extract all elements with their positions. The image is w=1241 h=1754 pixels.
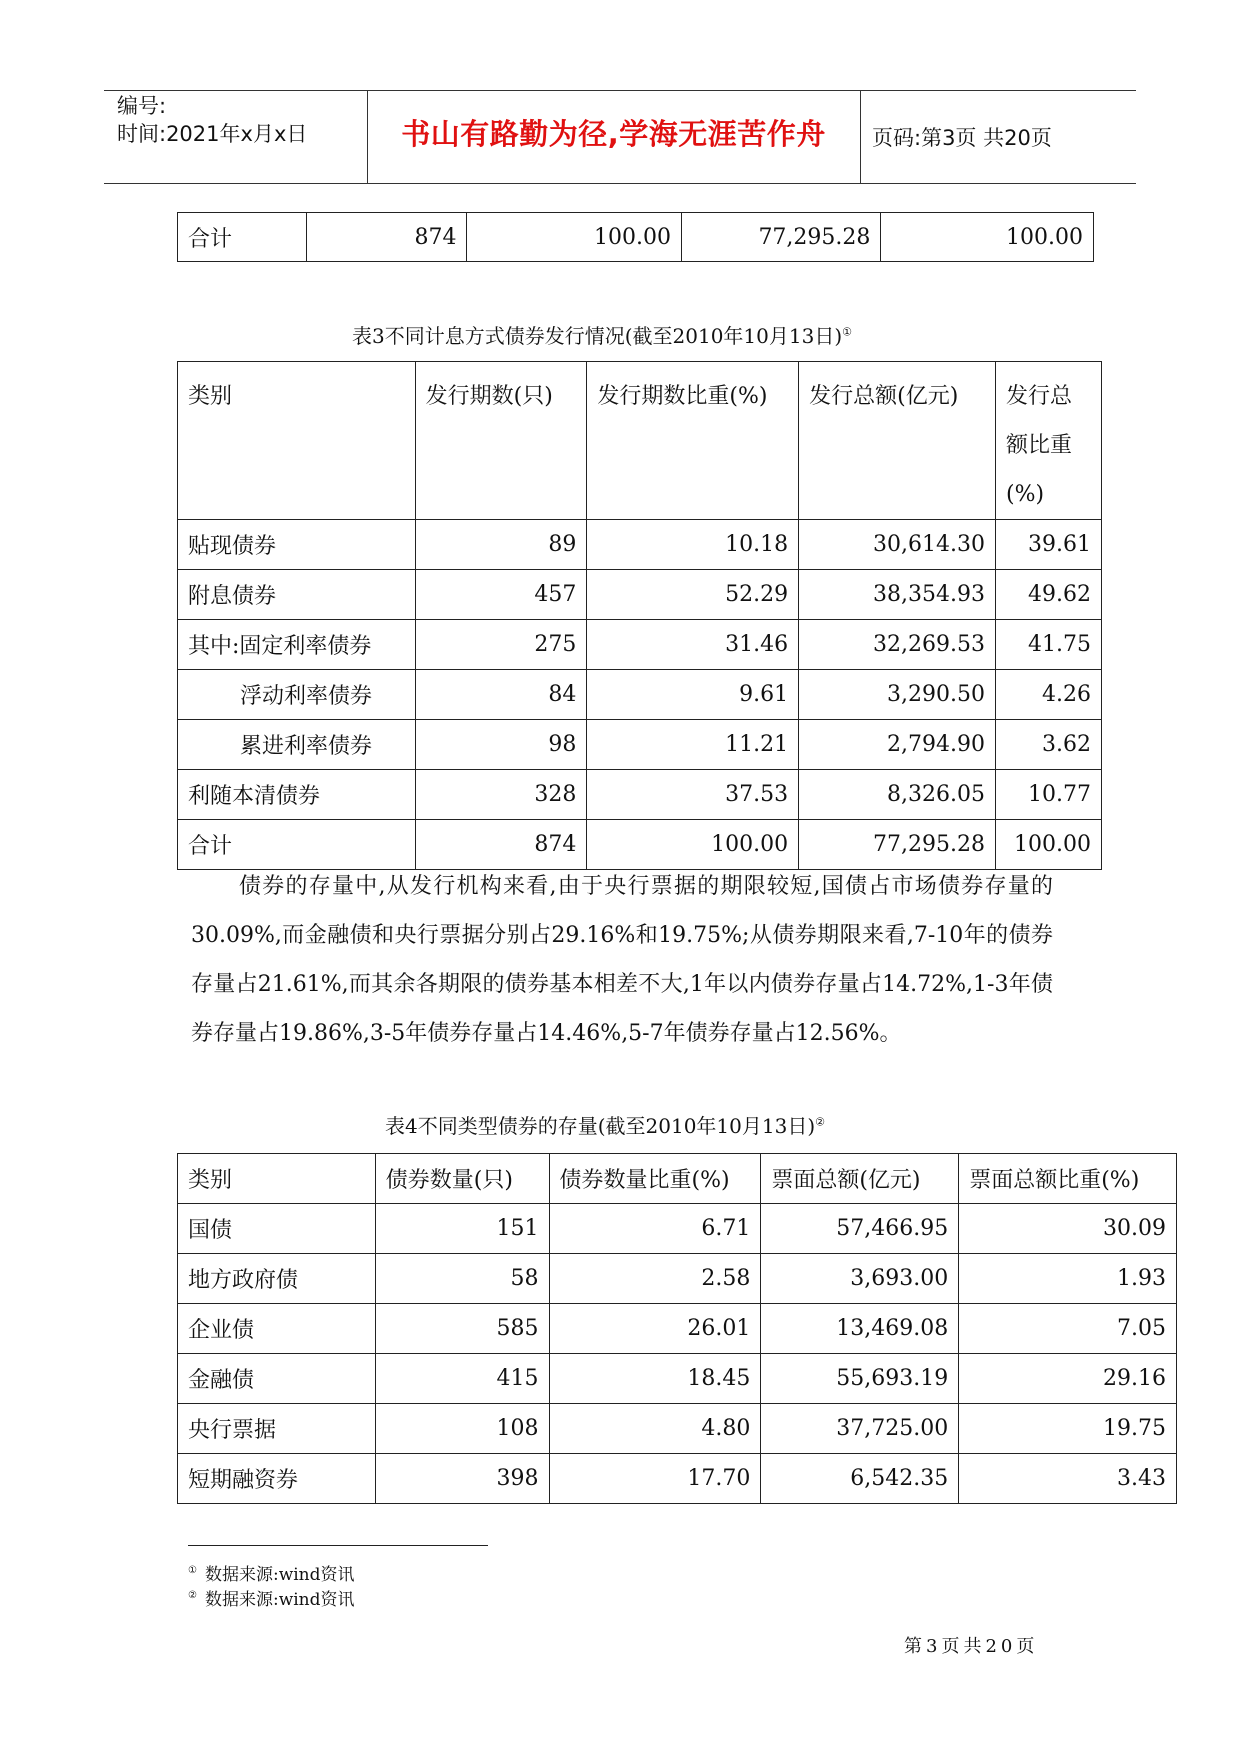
body-paragraph <box>191 862 1053 1058</box>
cell-count: 415 <box>375 1354 549 1404</box>
table-row <box>178 620 1102 670</box>
cell-label: 其中:固定利率债券 <box>178 620 416 670</box>
table3 <box>177 361 1102 870</box>
cell-count: 58 <box>375 1254 549 1304</box>
table4-header-count-pct: 债券数量比重(%) <box>549 1154 761 1204</box>
table4-header-count: 债券数量(只) <box>375 1154 549 1204</box>
table4-caption <box>385 1110 825 1139</box>
cell-amount: 13,469.08 <box>761 1304 959 1354</box>
table3-header-amount-pct-line2: 额比重 <box>1006 433 1073 458</box>
cell-label: 地方政府债 <box>178 1254 376 1304</box>
table3-caption-note: ① <box>842 325 853 339</box>
continued-table <box>177 212 1094 262</box>
cell-count-pct: 18.45 <box>549 1354 761 1404</box>
cell-count: 328 <box>415 770 587 820</box>
table3-header-amount-pct-line1: 发行总 <box>1006 384 1073 409</box>
cell-count: 108 <box>375 1404 549 1454</box>
cell-label: 合计 <box>178 820 416 870</box>
cell-count: 151 <box>375 1204 549 1254</box>
cell-count-pct: 6.71 <box>549 1204 761 1254</box>
table3-header-category: 类别 <box>178 362 416 520</box>
table-row <box>178 1204 1177 1254</box>
cell-label: 合计 <box>178 213 307 262</box>
cell-amount-pct: 100.00 <box>881 213 1094 262</box>
table3-header-count-pct: 发行期数比重(%) <box>587 362 799 520</box>
cell-count: 275 <box>415 620 587 670</box>
cell-count: 874 <box>415 820 587 870</box>
footnote-2-text: 数据来源:wind资讯 <box>204 1590 355 1610</box>
cell-count-pct: 17.70 <box>549 1454 761 1504</box>
cell-count-pct: 9.61 <box>587 670 799 720</box>
cell-label: 企业债 <box>178 1304 376 1354</box>
cell-label: 国债 <box>178 1204 376 1254</box>
table-row <box>178 1254 1177 1304</box>
table4-header-amount: 票面总额(亿元) <box>761 1154 959 1204</box>
cell-label: 附息债券 <box>178 570 416 620</box>
cell-count-pct: 37.53 <box>587 770 799 820</box>
cell-count: 585 <box>375 1304 549 1354</box>
cell-count-pct: 100.00 <box>587 820 799 870</box>
cell-amount: 8,326.05 <box>799 770 996 820</box>
cell-count-pct: 52.29 <box>587 570 799 620</box>
table3-caption <box>352 320 852 349</box>
cell-count: 84 <box>415 670 587 720</box>
cell-amount: 3,693.00 <box>761 1254 959 1304</box>
table4 <box>177 1153 1177 1504</box>
table-row <box>178 1354 1177 1404</box>
table4-header-row <box>178 1154 1177 1204</box>
cell-amount-pct: 10.77 <box>996 770 1102 820</box>
table-row <box>178 770 1102 820</box>
cell-amount-pct: 29.16 <box>959 1354 1177 1404</box>
table-row <box>178 1454 1177 1504</box>
table-row <box>178 1304 1177 1354</box>
table4-header-amount-pct: 票面总额比重(%) <box>959 1154 1177 1204</box>
page-footer: 第3页共20页 <box>904 1636 1039 1657</box>
cell-label: 利随本清债券 <box>178 770 416 820</box>
table4-caption-note: ② <box>815 1115 826 1129</box>
cell-count-pct: 100.00 <box>467 213 682 262</box>
cell-count: 98 <box>415 720 587 770</box>
header-number-label: 编号: <box>117 94 167 118</box>
cell-amount: 57,466.95 <box>761 1204 959 1254</box>
header-time-label: 时间:2021年x月x日 <box>117 122 308 146</box>
table3-header-amount: 发行总额(亿元) <box>799 362 996 520</box>
table3-header-amount-pct-line3: (%) <box>1006 482 1045 507</box>
table-row <box>178 1404 1177 1454</box>
table-row <box>178 520 1102 570</box>
cell-count-pct: 11.21 <box>587 720 799 770</box>
cell-amount: 2,794.90 <box>799 720 996 770</box>
cell-amount-pct: 3.62 <box>996 720 1102 770</box>
cell-amount: 3,290.50 <box>799 670 996 720</box>
cell-amount-pct: 7.05 <box>959 1304 1177 1354</box>
cell-amount: 32,269.53 <box>799 620 996 670</box>
cell-count: 874 <box>306 213 467 262</box>
cell-amount-pct: 49.62 <box>996 570 1102 620</box>
cell-count: 457 <box>415 570 587 620</box>
cell-count-pct: 26.01 <box>549 1304 761 1354</box>
cell-amount: 37,725.00 <box>761 1404 959 1454</box>
cell-amount-pct: 4.26 <box>996 670 1102 720</box>
footnote-2 <box>188 1585 355 1610</box>
table3-header-amount-pct <box>996 362 1102 520</box>
footnote-1-text: 数据来源:wind资讯 <box>204 1565 355 1585</box>
table4-header-category: 类别 <box>178 1154 376 1204</box>
cell-label: 贴现债券 <box>178 520 416 570</box>
header-page-info: 页码:第3页 共20页 <box>872 126 1052 150</box>
cell-label: 金融债 <box>178 1354 376 1404</box>
cell-amount: 30,614.30 <box>799 520 996 570</box>
cell-count-pct: 2.58 <box>549 1254 761 1304</box>
cell-amount-pct: 41.75 <box>996 620 1102 670</box>
cell-amount-pct: 100.00 <box>996 820 1102 870</box>
cell-count-pct: 4.80 <box>549 1404 761 1454</box>
header-top-rule <box>104 90 1136 91</box>
cell-label: 短期融资券 <box>178 1454 376 1504</box>
cell-amount: 38,354.93 <box>799 570 996 620</box>
header-bottom-rule <box>104 183 1136 184</box>
cell-amount: 55,693.19 <box>761 1354 959 1404</box>
cell-amount-pct: 30.09 <box>959 1204 1177 1254</box>
cell-count: 398 <box>375 1454 549 1504</box>
cell-count-pct: 31.46 <box>587 620 799 670</box>
footnote-rule <box>188 1545 488 1546</box>
cell-count: 89 <box>415 520 587 570</box>
table-row <box>178 670 1102 720</box>
cell-label: 央行票据 <box>178 1404 376 1454</box>
header-divider-right <box>860 90 861 183</box>
header-meta <box>117 92 307 148</box>
footnote-1-mark: ① <box>188 1565 197 1577</box>
table-row <box>178 570 1102 620</box>
cell-amount-pct: 3.43 <box>959 1454 1177 1504</box>
table3-header-count: 发行期数(只) <box>415 362 587 520</box>
table4-caption-text: 表4不同类型债券的存量(截至2010年10月13日) <box>385 1114 816 1138</box>
cell-count-pct: 10.18 <box>587 520 799 570</box>
table-row <box>178 720 1102 770</box>
cell-amount: 6,542.35 <box>761 1454 959 1504</box>
table-row <box>178 213 1094 262</box>
cell-amount: 77,295.28 <box>682 213 881 262</box>
cell-label: 累进利率债券 <box>178 720 416 770</box>
footnote-2-mark: ② <box>188 1590 197 1602</box>
header-motto: 书山有路勤为径,学海无涯苦作舟 <box>401 117 826 151</box>
cell-amount-pct: 19.75 <box>959 1404 1177 1454</box>
cell-amount-pct: 39.61 <box>996 520 1102 570</box>
paragraph-text: 债券的存量中,从发行机构来看,由于央行票据的期限较短,国债占市场债券存量的30.09%,而金融债和央行票据分别占29.16%和19.75%;从债券期限来看,7-10年的债券存量占21.61%,而其余各期限的债券基本相差不大,1年以内债券存量占14.72%,1-3年债券存量占19.86%,3-5年债券存量占14.46%,5-7年债券存量占12.56%。 <box>191 874 1053 1046</box>
table3-header-row <box>178 362 1102 520</box>
footnote-1 <box>188 1560 355 1585</box>
cell-amount: 77,295.28 <box>799 820 996 870</box>
cell-amount-pct: 1.93 <box>959 1254 1177 1304</box>
cell-label: 浮动利率债券 <box>178 670 416 720</box>
table3-caption-text: 表3不同计息方式债券发行情况(截至2010年10月13日) <box>352 324 843 348</box>
